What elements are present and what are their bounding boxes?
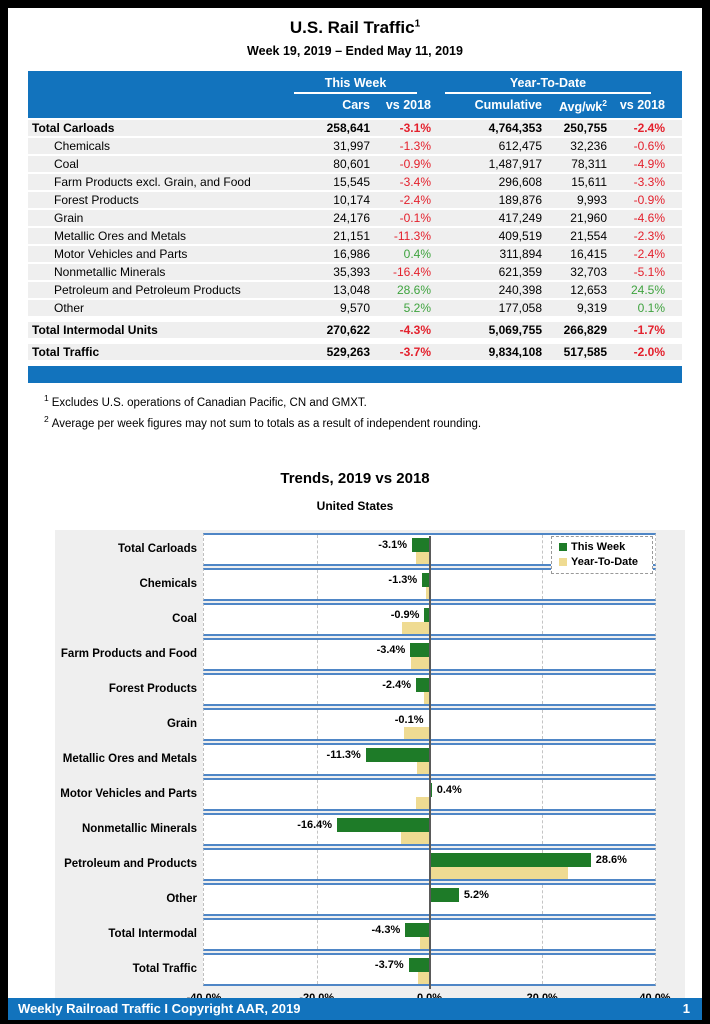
gridline bbox=[542, 675, 543, 704]
col-header-avgwk-superscript: 2 bbox=[602, 98, 607, 108]
gridline bbox=[317, 570, 318, 599]
legend-item-year-to-date bbox=[559, 555, 652, 570]
cell-cars-vs-2018: 28.6% bbox=[396, 283, 431, 298]
cell-cars-vs-2018: -2.4% bbox=[399, 193, 431, 208]
chart-category-label: Total Carloads bbox=[117, 542, 197, 555]
row-label: Other bbox=[54, 301, 85, 316]
cell-cars-vs-2018: -16.4% bbox=[392, 265, 431, 280]
table-row bbox=[28, 264, 682, 280]
bar-year-to-date bbox=[430, 867, 568, 879]
cell-cumulative: 177,058 bbox=[498, 301, 542, 316]
chart-category-label: Metallic Ores and Metals bbox=[62, 752, 197, 765]
cell-avg-per-week: 15,611 bbox=[571, 175, 607, 190]
legend-swatch-this-week bbox=[559, 543, 567, 551]
cell-avg-per-week: 21,960 bbox=[570, 211, 607, 226]
cell-cumulative: 189,876 bbox=[498, 193, 542, 208]
cell-cars-vs-2018: -3.7% bbox=[399, 345, 431, 360]
row-label: Motor Vehicles and Parts bbox=[54, 247, 188, 262]
gridline bbox=[317, 885, 318, 914]
table-row bbox=[28, 174, 682, 190]
page-title bbox=[8, 18, 702, 38]
cell-cars: 270,622 bbox=[326, 323, 370, 338]
table-row bbox=[28, 228, 682, 244]
table-row bbox=[28, 344, 682, 360]
cell-cars: 15,545 bbox=[333, 175, 370, 190]
chart-category-label: Other bbox=[166, 892, 197, 905]
page-number: 1 bbox=[682, 1001, 690, 1016]
gridline bbox=[542, 535, 543, 564]
legend-swatch-year-to-date bbox=[559, 558, 567, 566]
gridline bbox=[542, 780, 543, 809]
bar-this-week bbox=[412, 538, 429, 552]
cell-cars: 10,174 bbox=[333, 193, 370, 208]
cell-ytd-vs-2018: 24.5% bbox=[630, 283, 665, 298]
cell-cars: 21,151 bbox=[333, 229, 370, 244]
cell-ytd-vs-2018: -2.4% bbox=[633, 121, 665, 136]
bar-value-label: 28.6% bbox=[595, 853, 627, 866]
col-header-vs2018-week: vs 2018 bbox=[385, 98, 431, 112]
gridline bbox=[542, 640, 543, 669]
table-row bbox=[28, 120, 682, 136]
cell-avg-per-week: 9,993 bbox=[576, 193, 607, 208]
cell-avg-per-week: 517,585 bbox=[563, 345, 607, 360]
row-label: Metallic Ores and Metals bbox=[54, 229, 187, 244]
gridline bbox=[542, 885, 543, 914]
bar-value-label: 0.4% bbox=[436, 783, 462, 796]
cell-cars: 80,601 bbox=[333, 157, 370, 172]
bar-year-to-date bbox=[416, 552, 430, 564]
cell-cars: 16,986 bbox=[333, 247, 370, 262]
cell-ytd-vs-2018: -4.9% bbox=[633, 157, 665, 172]
gridline bbox=[542, 605, 543, 634]
gridline bbox=[317, 850, 318, 879]
zero-line bbox=[429, 536, 431, 989]
chart-row bbox=[55, 778, 656, 811]
cell-cumulative: 240,398 bbox=[498, 283, 542, 298]
chart-plot-area bbox=[55, 533, 656, 986]
bar-year-to-date bbox=[401, 832, 430, 844]
row-label: Coal bbox=[54, 157, 79, 172]
bar-this-week bbox=[430, 853, 591, 867]
chart-row bbox=[55, 708, 656, 741]
cell-cars: 35,393 bbox=[333, 265, 370, 280]
cell-avg-per-week: 21,554 bbox=[570, 229, 607, 244]
cell-cars: 258,641 bbox=[326, 121, 370, 136]
cell-cumulative: 5,069,755 bbox=[488, 323, 542, 338]
bar-this-week bbox=[337, 818, 429, 832]
cell-avg-per-week: 250,755 bbox=[563, 121, 607, 136]
table-group-header-row bbox=[28, 76, 682, 94]
cell-cumulative: 409,519 bbox=[498, 229, 542, 244]
cell-cumulative: 311,894 bbox=[499, 247, 542, 262]
bar-year-to-date bbox=[416, 797, 430, 809]
footnote-2 bbox=[44, 414, 702, 430]
cell-cumulative: 9,834,108 bbox=[488, 345, 542, 360]
cell-avg-per-week: 9,319 bbox=[576, 301, 607, 316]
col-header-vs2018-ytd: vs 2018 bbox=[619, 98, 665, 112]
bar-value-label: -3.4% bbox=[376, 643, 406, 656]
bar-value-label: -3.7% bbox=[374, 958, 404, 971]
gridline bbox=[542, 710, 543, 739]
cell-avg-per-week: 32,236 bbox=[570, 139, 607, 154]
chart-row bbox=[55, 638, 656, 671]
table-row bbox=[28, 138, 682, 154]
cell-cars-vs-2018: 5.2% bbox=[403, 301, 431, 316]
cell-cumulative: 4,764,353 bbox=[488, 121, 542, 136]
bar-value-label: -2.4% bbox=[382, 678, 411, 691]
cell-avg-per-week: 32,703 bbox=[570, 265, 607, 280]
bar-year-to-date bbox=[402, 622, 430, 634]
row-label: Total Intermodal Units bbox=[32, 323, 158, 338]
chart-title: Trends, 2019 vs 2018 bbox=[280, 469, 430, 487]
bar-value-label: -3.1% bbox=[378, 538, 408, 551]
gridline bbox=[317, 745, 318, 774]
chart-subtitle: United States bbox=[316, 498, 394, 513]
chart-category-label: Total Intermodal bbox=[108, 927, 197, 940]
row-label: Nonmetallic Minerals bbox=[54, 265, 166, 280]
bar-year-to-date bbox=[417, 762, 430, 774]
chart-category-label: Farm Products and Food bbox=[60, 647, 197, 660]
cell-cumulative: 621,359 bbox=[498, 265, 542, 280]
cell-cars-vs-2018: 0.4% bbox=[403, 247, 431, 262]
chart-rows bbox=[55, 533, 656, 986]
footer-text: Weekly Railroad Traffic I Copyright AAR, 2019 bbox=[18, 1001, 301, 1016]
gridline bbox=[317, 675, 318, 704]
table-row bbox=[28, 156, 682, 172]
page-title-text: U.S. Rail Traffic bbox=[289, 18, 415, 37]
cell-cumulative: 612,475 bbox=[498, 139, 542, 154]
chart-row bbox=[55, 883, 656, 916]
legend-label-this-week: This Week bbox=[571, 541, 626, 554]
cell-cars-vs-2018: -3.1% bbox=[399, 121, 431, 136]
table-footer-bar bbox=[28, 366, 682, 383]
cell-ytd-vs-2018: -3.3% bbox=[633, 175, 665, 190]
chart-category-label: Nonmetallic Minerals bbox=[81, 822, 197, 835]
chart-category-label: Petroleum and Products bbox=[64, 857, 197, 870]
footer-bar bbox=[8, 998, 702, 1020]
gridline bbox=[542, 815, 543, 844]
bar-this-week bbox=[430, 888, 459, 902]
cell-ytd-vs-2018: -5.1% bbox=[633, 265, 665, 280]
col-header-spacer bbox=[28, 98, 280, 114]
gridline bbox=[317, 780, 318, 809]
footnote-1 bbox=[44, 393, 702, 409]
rail-traffic-table bbox=[28, 71, 682, 383]
chart-category-label: Motor Vehicles and Parts bbox=[60, 787, 197, 800]
chart-row bbox=[55, 918, 656, 951]
cell-cars: 31,997 bbox=[333, 139, 370, 154]
bar-value-label: -4.3% bbox=[371, 923, 401, 936]
cell-ytd-vs-2018: -2.4% bbox=[633, 247, 665, 262]
gridline bbox=[542, 745, 543, 774]
chart-category-label: Coal bbox=[172, 612, 197, 625]
cell-avg-per-week: 78,311 bbox=[571, 157, 607, 172]
footnote-2-text: Average per week figures may not sum to totals as a result of independent rounding. bbox=[51, 417, 482, 430]
page-subtitle: Week 19, 2019 – Ended May 11, 2019 bbox=[247, 44, 463, 58]
chart-row bbox=[55, 848, 656, 881]
gridline bbox=[542, 955, 543, 984]
bar-year-to-date bbox=[418, 972, 429, 984]
table-row bbox=[28, 300, 682, 316]
cell-ytd-vs-2018: -2.3% bbox=[633, 229, 665, 244]
bar-value-label: -11.3% bbox=[326, 748, 361, 761]
bar-this-week bbox=[410, 643, 429, 657]
chart-row bbox=[55, 673, 656, 706]
bar-this-week bbox=[416, 678, 430, 692]
cell-cars: 13,048 bbox=[333, 283, 370, 298]
cell-cumulative: 1,487,917 bbox=[488, 157, 542, 172]
bar-value-label: -0.1% bbox=[394, 713, 424, 726]
table-header bbox=[28, 71, 682, 118]
cell-ytd-vs-2018: -1.7% bbox=[633, 323, 665, 338]
bar-value-label: -1.3% bbox=[388, 573, 418, 586]
row-label: Petroleum and Petroleum Products bbox=[54, 283, 241, 298]
gridline bbox=[317, 640, 318, 669]
chart-category-label: Grain bbox=[166, 717, 197, 730]
bar-year-to-date bbox=[411, 657, 430, 669]
col-header-cars: Cars bbox=[342, 98, 370, 112]
gridline bbox=[317, 605, 318, 634]
cell-cars: 529,263 bbox=[326, 345, 370, 360]
chart-category-label: Total Traffic bbox=[132, 962, 197, 975]
bar-value-label: -16.4% bbox=[297, 818, 333, 831]
col-header-avgwk-text: Avg/wk bbox=[558, 100, 603, 115]
gridline bbox=[317, 920, 318, 949]
cell-cars-vs-2018: -1.3% bbox=[399, 139, 431, 154]
table-column-header-row bbox=[28, 98, 682, 114]
col-header-cumulative: Cumulative bbox=[474, 98, 542, 112]
chart-row bbox=[55, 813, 656, 846]
table-row bbox=[28, 322, 682, 338]
cell-cars-vs-2018: -3.4% bbox=[399, 175, 431, 190]
table-row bbox=[28, 192, 682, 208]
row-label: Farm Products excl. Grain, and Food bbox=[54, 175, 251, 190]
bar-this-week bbox=[405, 923, 429, 937]
cell-cumulative: 296,608 bbox=[498, 175, 542, 190]
footnote-1-text: Excludes U.S. operations of Canadian Pacific, CN and GMXT. bbox=[51, 396, 367, 409]
bar-this-week bbox=[409, 958, 430, 972]
page-title-superscript: 1 bbox=[414, 18, 421, 30]
chart-row bbox=[55, 603, 656, 636]
footnote-1-superscript: 1 bbox=[44, 393, 49, 404]
cell-cars-vs-2018: -0.9% bbox=[399, 157, 431, 172]
cell-cars-vs-2018: -11.3% bbox=[393, 229, 431, 244]
cell-cars: 24,176 bbox=[333, 211, 370, 226]
bar-year-to-date bbox=[404, 727, 430, 739]
group-header-this-week: This Week bbox=[294, 76, 417, 94]
cell-ytd-vs-2018: -0.6% bbox=[633, 139, 665, 154]
cell-avg-per-week: 16,415 bbox=[570, 247, 607, 262]
page bbox=[8, 8, 702, 1020]
row-label: Total Traffic bbox=[32, 345, 100, 360]
cell-ytd-vs-2018: -2.0% bbox=[633, 345, 665, 360]
cell-ytd-vs-2018: -0.9% bbox=[633, 193, 665, 208]
legend bbox=[551, 536, 653, 574]
footnotes bbox=[44, 393, 702, 430]
row-label: Chemicals bbox=[54, 139, 111, 154]
gridline bbox=[542, 920, 543, 949]
chart-category-label: Chemicals bbox=[139, 577, 197, 590]
table-row bbox=[28, 282, 682, 298]
legend-item-this-week bbox=[559, 540, 652, 555]
cell-cars-vs-2018: -0.1% bbox=[399, 211, 431, 226]
table-row bbox=[28, 246, 682, 262]
gridline bbox=[542, 570, 543, 599]
table-rows bbox=[28, 120, 682, 360]
footnote-2-superscript: 2 bbox=[44, 413, 49, 424]
cell-cars-vs-2018: -4.3% bbox=[399, 323, 431, 338]
chart-category-label: Forest Products bbox=[108, 682, 197, 695]
cell-ytd-vs-2018: 0.1% bbox=[637, 301, 665, 316]
gridline bbox=[317, 535, 318, 564]
cell-ytd-vs-2018: -4.6% bbox=[633, 211, 665, 226]
bar-value-label: 5.2% bbox=[463, 888, 489, 901]
row-label: Forest Products bbox=[54, 193, 139, 208]
row-label: Grain bbox=[54, 211, 84, 226]
bar-this-week bbox=[366, 748, 430, 762]
chart-panel bbox=[55, 530, 685, 1015]
gridline bbox=[317, 955, 318, 984]
legend-label-year-to-date: Year-To-Date bbox=[571, 556, 639, 569]
col-header-avgwk bbox=[542, 98, 607, 114]
cell-cars: 9,570 bbox=[339, 301, 370, 316]
group-header-spacer bbox=[28, 76, 280, 94]
row-label: Total Carloads bbox=[32, 121, 115, 136]
cell-avg-per-week: 266,829 bbox=[563, 323, 607, 338]
cell-avg-per-week: 12,653 bbox=[570, 283, 607, 298]
table-row bbox=[28, 210, 682, 226]
gridline bbox=[317, 710, 318, 739]
cell-cumulative: 417,249 bbox=[498, 211, 542, 226]
chart-row bbox=[55, 743, 656, 776]
group-header-year-to-date: Year-To-Date bbox=[445, 76, 651, 94]
chart-row bbox=[55, 953, 656, 986]
bar-value-label: -0.9% bbox=[390, 608, 420, 621]
